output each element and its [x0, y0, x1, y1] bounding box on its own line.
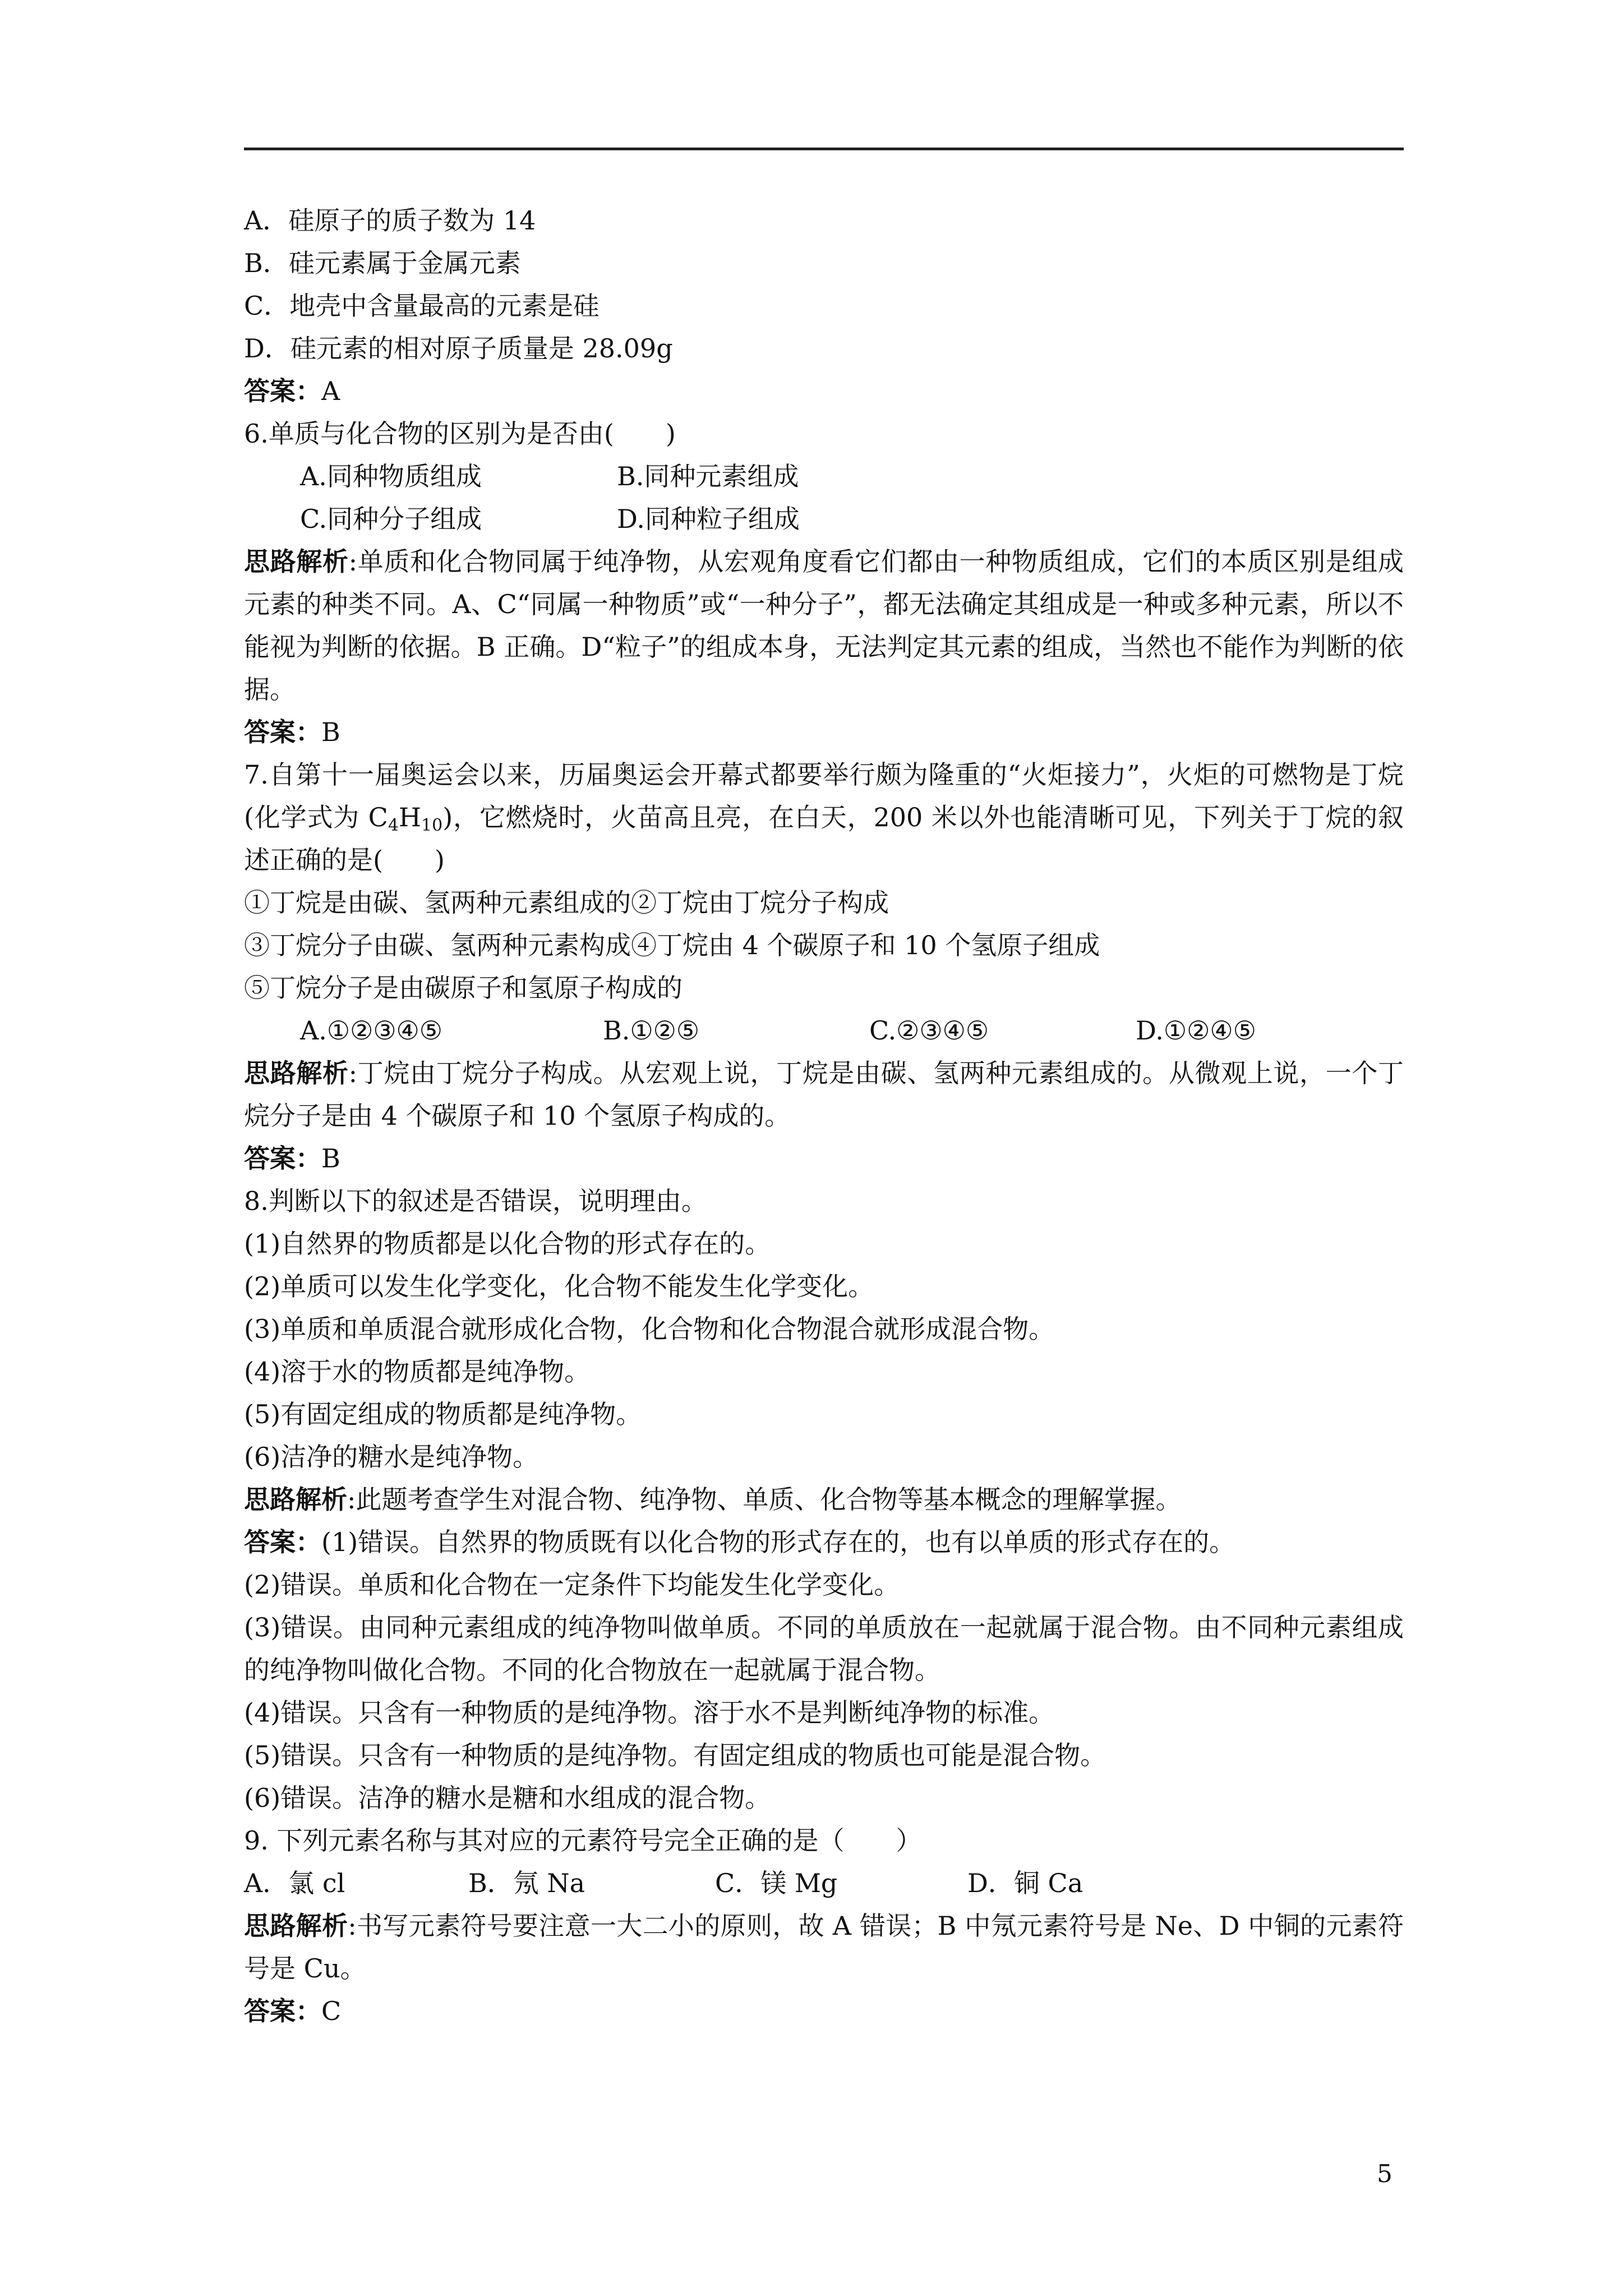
- q9-stem: 9. 下列元素名称与其对应的元素符号完全正确的是（ ）: [244, 1825, 922, 1856]
- q8-analysis-text: :此题考查学生对混合物、纯净物、单质、化合物等基本概念的理解掌握。: [347, 1484, 1182, 1515]
- q5-option-a: A．硅原子的质子数为 14: [244, 205, 536, 236]
- q6-option-b: B.同种元素组成: [617, 461, 799, 491]
- analysis-label: 思路解析: [244, 1484, 347, 1515]
- analysis-label: 思路解析: [244, 546, 349, 577]
- q7-analysis: [244, 1052, 1404, 1137]
- q7-answer: [244, 1137, 1404, 1180]
- q6-answer: [244, 711, 1404, 753]
- q9-analysis-text: :书写元素符号要注意一大二小的原则，故 A 错误；B 中氖元素符号是 Ne、D 中铜的元素符号是 Cu。: [244, 1911, 1404, 1984]
- q6-analysis-text: :单质和化合物同属于纯净物，从宏观角度看它们都由一种物质组成，它们的本质区别是组成元素的种类不同。A、C“同属一种物质”或“一种分子”，都无法确定其组成是一种或多种元素，所以不能视为判断的依据。B 正确。D“粒子”的组成本身，无法判定其元素的组成，当然也不能作为判断的依据。: [244, 546, 1404, 705]
- q6-option-a: A.同种物质组成: [300, 461, 482, 491]
- q7-stem: [244, 753, 1404, 881]
- q7-option-c: C.②③④⑤: [869, 1015, 989, 1046]
- page-number: 5: [1377, 2160, 1393, 2188]
- q9-answer-value: C: [321, 1996, 342, 2026]
- q8-item: (4)溶于水的物质都是纯净物。: [244, 1356, 591, 1387]
- q5-option-c: C．地壳中含量最高的元素是硅: [244, 291, 600, 321]
- q8-item: (3)单质和单质混合就形成化合物，化合物和化合物混合就形成混合物。: [244, 1314, 1055, 1344]
- answer-label: 答案：: [244, 376, 321, 406]
- q7-analysis-text: :丁烷由丁烷分子构成。从宏观上说，丁烷是由碳、氢两种元素组成的。从微观上说，一个丁烷分子是由 4 个碳原子和 10 个氢原子构成的。: [244, 1058, 1404, 1131]
- q6-options-row2: [244, 498, 1404, 540]
- q9-option-a: A．氯 cl: [244, 1868, 345, 1898]
- q8-answer-6: (6)错误。洁净的糖水是糖和水组成的混合物。: [244, 1783, 771, 1813]
- answer-label: 答案：: [244, 1143, 321, 1174]
- q8-analysis: [244, 1478, 1404, 1521]
- q5-answer: [244, 370, 1404, 412]
- q8-answer-3: (3)错误。由同种元素组成的纯净物叫做单质。不同的单质放在一起就属于混合物。由不同种元素组成的纯净物叫做化合物。不同的化合物放在一起就属于混合物。: [244, 1612, 1404, 1685]
- answer-label: 答案：: [244, 717, 321, 747]
- q6-analysis: [244, 540, 1404, 711]
- q7-subscript-10: 10: [421, 816, 443, 835]
- q5-answer-value: A: [321, 376, 340, 406]
- q8-answer-4: (4)错误。只含有一种物质的是纯净物。溶于水不是判断纯净物的标准。: [244, 1697, 1055, 1728]
- q7-statement-1: ①丁烷是由碳、氢两种元素组成的②丁烷由丁烷分子构成: [244, 887, 889, 918]
- q7-answer-value: B: [321, 1143, 340, 1174]
- q8-answer-5: (5)错误。只含有一种物质的是纯净物。有固定组成的物质也可能是混合物。: [244, 1740, 1106, 1770]
- q7-option-b: B.①②⑤: [603, 1015, 700, 1046]
- q7-statement-3: ⑤丁烷分子是由碳原子和氢原子构成的: [244, 973, 683, 1003]
- q9-analysis: [244, 1904, 1404, 1990]
- q7-h: H: [398, 802, 422, 832]
- analysis-label: 思路解析: [244, 1058, 349, 1088]
- analysis-label: 思路解析: [244, 1911, 348, 1941]
- header-rule: [244, 148, 1404, 150]
- q7-option-a: A.①②③④⑤: [300, 1015, 443, 1046]
- q5-option-b: B．硅元素属于金属元素: [244, 248, 521, 278]
- q9-option-c: C．镁 Mg: [715, 1868, 838, 1898]
- q6-option-c: C.同种分子组成: [300, 504, 482, 534]
- q8-answer-text: (1)错误。自然界的物质既有以化合物的形式存在的，也有以单质的形式存在的。: [321, 1527, 1235, 1557]
- q8-item: (1)自然界的物质都是以化合物的形式存在的。: [244, 1228, 771, 1259]
- page-content: [244, 199, 1404, 2032]
- q6-options-row1: [244, 455, 1404, 498]
- q7-stem-part1: 7.自第十一届奥运会以来，历届奥运会开幕式都要举行颇为隆重的“火炬接力”，火炬的可燃物是丁烷(化学式为 C: [244, 760, 1404, 832]
- q8-item: (5)有固定组成的物质都是纯净物。: [244, 1399, 642, 1429]
- q7-statement-2: ③丁烷分子由碳、氢两种元素构成④丁烷由 4 个碳原子和 10 个氢原子组成: [244, 930, 1100, 960]
- q9-options: [244, 1862, 1404, 1904]
- answer-label: 答案：: [244, 1996, 321, 2026]
- q7-subscript-4: 4: [388, 816, 399, 835]
- answer-label: 答案：: [244, 1527, 321, 1557]
- q8-item: (6)洁净的糖水是纯净物。: [244, 1442, 539, 1472]
- q8-stem: 8.判断以下的叙述是否错误，说明理由。: [244, 1186, 707, 1216]
- q7-options: [244, 1009, 1404, 1052]
- q6-option-d: D.同种粒子组成: [617, 504, 800, 534]
- q5-option-d: D．硅元素的相对原子质量是 28.09g: [244, 333, 673, 364]
- q6-answer-value: B: [321, 717, 340, 747]
- q8-answer-2: (2)错误。单质和化合物在一定条件下均能发生化学变化。: [244, 1570, 900, 1600]
- q6-stem: 6.单质与化合物的区别为是否由( ): [244, 418, 676, 449]
- q9-option-b: B．氖 Na: [468, 1868, 585, 1898]
- q8-answer-1: [244, 1521, 1404, 1563]
- q9-option-d: D．铜 Ca: [967, 1868, 1083, 1898]
- q8-item: (2)单质可以发生化学变化，化合物不能发生化学变化。: [244, 1271, 874, 1301]
- q7-option-d: D.①②④⑤: [1136, 1015, 1256, 1046]
- q9-answer: [244, 1990, 1404, 2032]
- q7-stem-part2: )，它燃烧时，火苗高且亮，在白天，200 米以外也能清晰可见，下列关于丁烷的叙述正确的是( ): [244, 802, 1404, 875]
